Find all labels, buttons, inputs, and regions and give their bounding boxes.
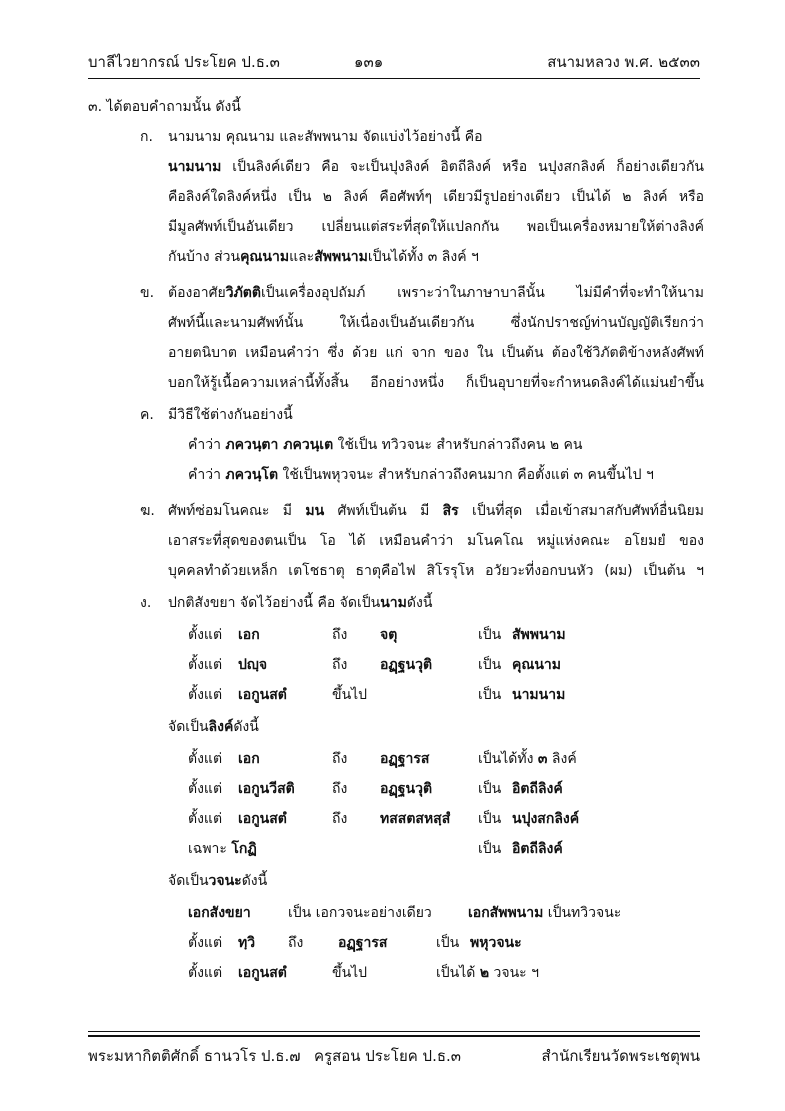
item-ka-para-line2: คือลิงค์ใดลิงค์หนึ่ง เป็น ๒ ลิงค์ คือศัพท์ๆ เดียวมีรูปอย่างเดียว เป็นได้ ๒ ลิงค์ หรือ <box>168 189 704 205</box>
term-bhagavanto: ภควนฺโต <box>225 467 279 483</box>
page-header <box>88 52 700 74</box>
text: เอกสัพพนาม <box>468 905 544 921</box>
text: เป็นที่สุด เมื่อเข้าสมาสกับศัพท์อื่นนิยม <box>458 503 705 519</box>
cell: คุณนาม <box>512 657 562 673</box>
cell: ตั้งแต่ <box>188 935 223 951</box>
cell: อฏฺฐนวุติ <box>380 657 433 673</box>
cell: เอกูนสตํ <box>238 811 287 827</box>
text: ศัพท์ซ่อมโนคณะ มี <box>168 503 306 519</box>
item-kho-line1: มีวิธีใช้ต่างกันอย่างนี้ <box>168 407 293 423</box>
text: ดังนี้ <box>241 873 268 889</box>
number: ๓ <box>537 751 548 767</box>
cell: เอก <box>238 627 260 643</box>
footer-rule-thick <box>88 1035 700 1037</box>
nam-row-1 <box>188 624 668 648</box>
cell: เป็น <box>478 811 502 827</box>
text: คำว่า <box>188 437 226 453</box>
cell: อฏฺฐารส <box>380 751 430 767</box>
cell: เป็น เอกวจนะอย่างเดียว <box>288 905 432 921</box>
cell: เป็น <box>436 935 460 951</box>
vacana-row-1 <box>188 902 698 926</box>
cell: ตั้งแต่ <box>188 811 223 827</box>
cell: ตั้งแต่ <box>188 657 223 673</box>
item-kha-line1 <box>168 282 704 306</box>
cell: ตั้งแต่ <box>188 627 223 643</box>
cell: ทฺวิ <box>238 935 256 951</box>
cell <box>468 902 621 924</box>
cell: ถึง <box>332 811 348 827</box>
footer-center: ครูสอน ประโยค ป.ธ.๓ <box>314 1047 462 1065</box>
koti-row <box>188 838 688 862</box>
cell: เอกูนวีสติ <box>238 781 295 797</box>
cell: เอกสังขยา <box>188 905 251 921</box>
item-kho-row2 <box>188 464 654 488</box>
cell <box>478 748 577 770</box>
text: เป็นเครื่องอุปถัมภ์ เพราะว่าในภาษาบาลีนั้น ไม่มีคำที่จะทำให้นาม <box>260 285 704 301</box>
nam-row-3 <box>188 684 668 708</box>
vacana-heading <box>168 870 267 894</box>
cell: ขึ้นไป <box>332 687 368 703</box>
header-left: บาลีไวยากรณ์ ประโยค ป.ธ.๓ <box>88 53 280 71</box>
item-kha-marker: ข. <box>140 285 155 301</box>
cell: เป็น <box>478 841 502 857</box>
cell: ถึง <box>332 627 348 643</box>
vacana-row-3 <box>188 962 668 986</box>
cell: ถึง <box>332 751 348 767</box>
text: ต้องอาศัย <box>168 285 226 301</box>
term-khunnam: คุณนาม <box>240 249 290 265</box>
linga-row-2 <box>188 778 688 802</box>
item-ka-para-line1 <box>168 156 704 180</box>
cell: เอกูนสตํ <box>238 687 287 703</box>
cell <box>188 838 257 860</box>
cell: ตั้งแต่ <box>188 781 223 797</box>
term-vibhatti: วิภัตติ <box>225 285 261 301</box>
cell: เป็น <box>478 657 502 673</box>
cell: อฏฺฐนวุติ <box>380 781 433 797</box>
footer-left: พระมหากิตติศักดิ์ ธานวโร ป.ธ.๗ <box>88 1047 301 1065</box>
nam-row-2 <box>188 654 668 678</box>
item-ka-para-line3: มีมูลศัพท์เป็นอันเดียว เปลี่ยนแต่สระที่สุดให้แปลกกัน พอเป็นเครื่องหมายให้ต่างลิงค์ <box>168 219 704 235</box>
text: คำว่า <box>188 467 226 483</box>
text: ใช้เป็นพหุวจนะ สำหรับกล่าวถึงคนมาก คือตั้งแต่ ๓ คนขึ้นไป ฯ <box>278 467 654 483</box>
item-kha-line3: อายตนิบาต เหมือนคำว่า ซึ่ง ด้วย แก่ จาก ของ ใน เป็นต้น ต้องใช้วิภัตติข้างหลังศัพท์ <box>168 345 704 361</box>
text: วจนะ ฯ <box>489 965 539 981</box>
cell: ตั้งแต่ <box>188 751 223 767</box>
cell: นามนาม <box>512 687 566 703</box>
cell: ขึ้นไป <box>332 965 368 981</box>
cell: ถึง <box>332 781 348 797</box>
footer-rule-thin <box>88 1031 700 1032</box>
text: เฉพาะ <box>188 841 232 857</box>
term-linga: ลิงค์ <box>208 719 234 735</box>
term-koti: โกฏิ <box>231 841 257 857</box>
term-bhagavanta: ภควนฺตา ภควนฺเต <box>225 437 334 453</box>
item-ka-para-text: เป็นลิงค์เดียว คือ จะเป็นปุงลิงค์ อิตถีลิงค์ หรือ นปุงสกลิงค์ ก็อย่างเดียวกัน <box>221 159 704 175</box>
cell: อฏฺฐารส <box>338 935 388 951</box>
item-khor-line1 <box>168 500 704 524</box>
text: เป็นทวิวจนะ <box>543 905 622 921</box>
item-khor-marker: ฆ. <box>140 503 155 519</box>
cell: เป็น <box>478 627 502 643</box>
item-kho-row1 <box>188 434 582 458</box>
footer-right: สำนักเรียนวัดพระเชตุพน <box>541 1047 700 1065</box>
cell: สัพพนาม <box>512 627 566 643</box>
cell: เอก <box>238 751 260 767</box>
text: ศัพท์เป็นต้น มี <box>324 503 443 519</box>
cell: เป็น <box>478 687 502 703</box>
cell: ถึง <box>288 935 304 951</box>
cell: ทสสตสหสฺสํ <box>380 811 451 827</box>
term-namnam: นามนาม <box>168 159 222 175</box>
cell: อิตถีลิงค์ <box>512 841 563 857</box>
item-ka-line1: นามนาม คุณนาม และสัพพนาม จัดแบ่งไว้อย่างนี้ คือ <box>168 129 483 145</box>
cell: ตั้งแต่ <box>188 687 223 703</box>
number: ๒ <box>479 965 490 981</box>
text: เป็นได้ทั้ง <box>478 751 534 767</box>
header-right: สนามหลวง พ.ศ. ๒๕๓๓ <box>547 53 700 71</box>
term-mana: มน <box>305 503 325 519</box>
cell: เป็น <box>478 781 502 797</box>
linga-row-3 <box>188 808 688 832</box>
term-nam: นาม <box>380 595 407 611</box>
text: จัดเป็น <box>168 873 209 889</box>
page-footer <box>88 1046 700 1068</box>
item-ka-marker: ก. <box>140 129 153 145</box>
item-khor-line3: บุคคลทำด้วยเหล็ก เตโชธาตุ ธาตุคือไฟ สิโรรุโห อวัยวะที่งอกบนหัว (ผม) เป็นต้น ฯ <box>168 563 704 579</box>
item-kha-line4: บอกให้รู้เนื้อความเหล่านี้ทั้งสิ้น อีกอย่างหนึ่ง ก็เป็นอุบายที่จะกำหนดลิงค์ได้แม่นยำขึ้น <box>168 375 704 391</box>
text: กันบ้าง ส่วน <box>168 249 241 265</box>
item-ka-para-line4 <box>168 246 479 270</box>
intro-line: ๓. ได้ตอบคำถามนั้น ดังนี้ <box>88 99 241 115</box>
linga-heading <box>168 716 259 740</box>
text: เป็นได้ <box>436 965 476 981</box>
text: เป็นได้ทั้ง ๓ ลิงค์ ฯ <box>367 249 479 265</box>
cell: อิตถีลิงค์ <box>512 781 563 797</box>
item-ngo-marker: ง. <box>140 595 152 611</box>
item-ngo-line1 <box>168 592 432 616</box>
text: ลิงค์ <box>547 751 577 767</box>
cell: นปุงสกลิงค์ <box>512 811 580 827</box>
term-vacana: วจนะ <box>208 873 242 889</box>
page-number: ๑๓๑ <box>354 53 384 71</box>
text: และ <box>289 249 315 265</box>
text: จัดเป็น <box>168 719 209 735</box>
text: ดังนี้ <box>233 719 259 735</box>
text: ปกติสังขยา จัดไว้อย่างนี้ คือ จัดเป็น <box>168 595 381 611</box>
cell: ถึง <box>332 657 348 673</box>
term-sira: สิร <box>442 503 459 519</box>
cell: ตั้งแต่ <box>188 965 223 981</box>
vacana-row-2 <box>188 932 668 956</box>
term-sappanam: สัพพนาม <box>314 249 368 265</box>
item-kho-marker: ค. <box>140 407 154 423</box>
item-kha-line2: ศัพท์นี้และนามศัพท์นั้น ให้เนื่องเป็นอันเดียวกัน ซึ่งนักปราชญ์ท่านบัญญัติเรียกว่า <box>168 315 704 331</box>
cell: พหุวจนะ <box>470 935 522 951</box>
cell: ปญฺจ <box>238 657 268 673</box>
cell: เอกูนสตํ <box>238 965 287 981</box>
header-rule <box>88 78 700 79</box>
cell <box>436 962 539 984</box>
cell: จตุ <box>380 627 398 643</box>
item-khor-line2: เอาสระที่สุดของตนเป็น โอ ได้ เหมือนคำว่า มโนคโณ หมู่แห่งคณะ อโยมยํ ของ <box>168 533 704 549</box>
text: ดังนี้ <box>406 595 433 611</box>
linga-row-1 <box>188 748 688 772</box>
text: ใช้เป็น ทวิวจนะ สำหรับกล่าวถึงคน ๒ คน <box>333 437 583 453</box>
